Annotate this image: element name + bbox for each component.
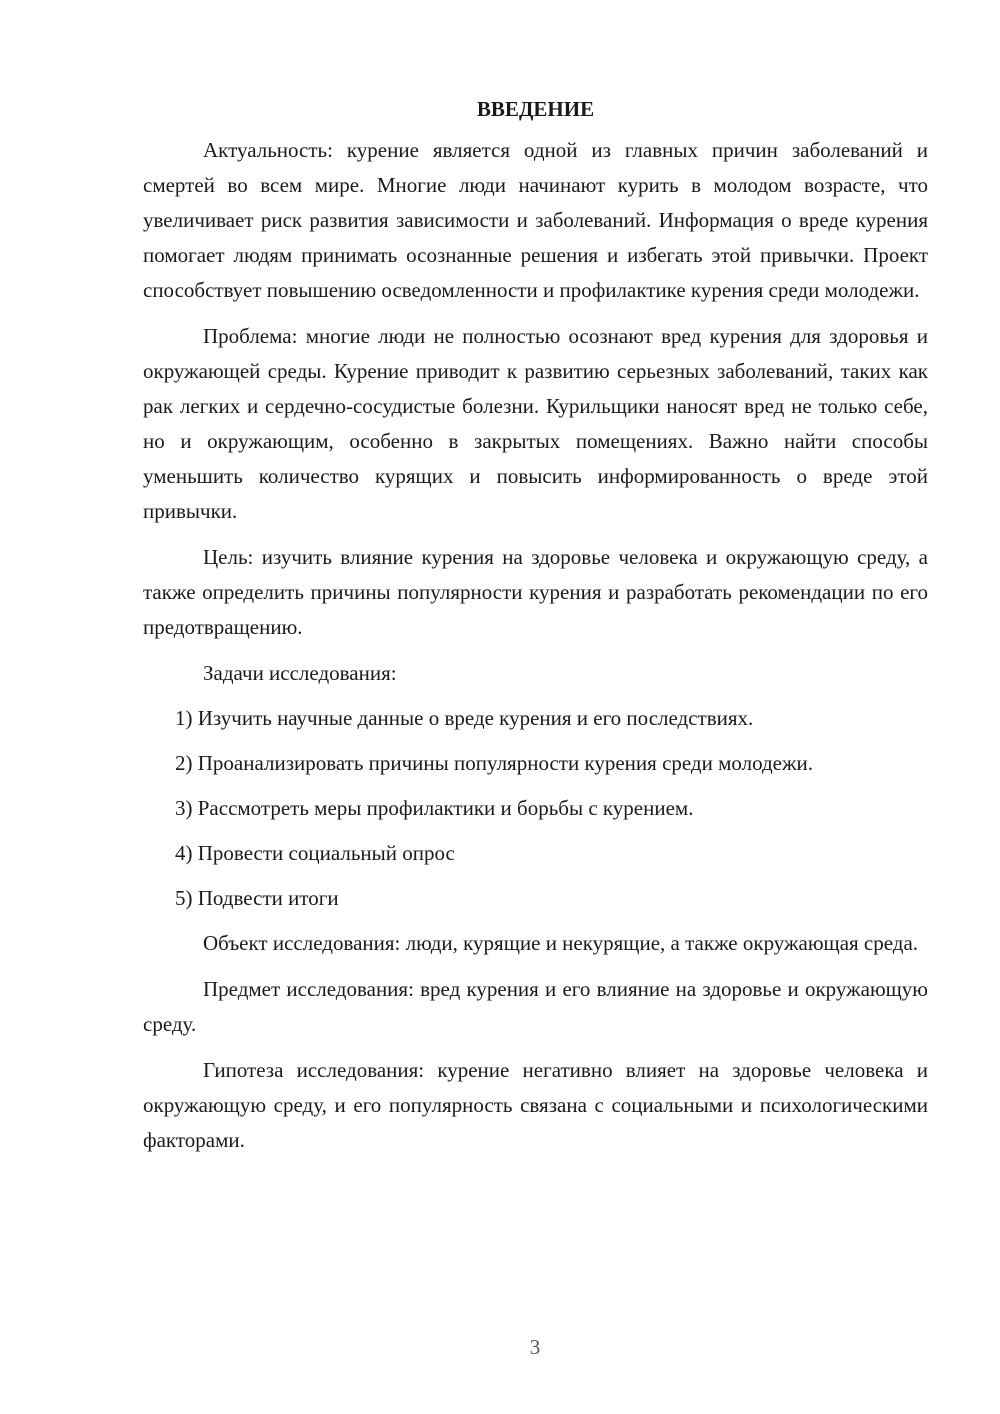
- page-number: 3: [529, 1335, 541, 1359]
- subject-paragraph: Предмет исследования: вред курения и его влияние на здоровье и окружающую среду.: [143, 977, 928, 1036]
- task-item: 5) Подвести итоги: [175, 886, 339, 910]
- hypothesis-paragraph: Гипотеза исследования: курение негативно влияет на здоровье человека и окружающую среду, и его популярность связана с социальными и психологическими факторами.: [143, 1058, 928, 1152]
- page-title: ВВЕДЕНИЕ: [476, 97, 595, 121]
- tasks-heading: Задачи исследования:: [203, 661, 397, 685]
- document-body: [143, 92, 928, 1169]
- task-item: 3) Рассмотреть меры профилактики и борьбы с курением.: [175, 796, 694, 820]
- problem-paragraph: Проблема: многие люди не полностью осознают вред курения для здоровья и окружающей среды. Курение приводит к развитию серьезных заболеваний, таких как рак легких и сердечно-сосудистые болезни. Курильщики наносят вред не только себе, но и окружающим, особенно в закрытых помещениях. Важно найти способы уменьшить количество курящих и повысить информированность о вреде этой привычки.: [143, 324, 928, 523]
- object-paragraph: Объект исследования: люди, курящие и некурящие, а также окружающая среда.: [203, 931, 919, 955]
- task-item: 2) Проанализировать причины популярности курения среди молодежи.: [175, 751, 813, 775]
- relevance-paragraph: Актуальность: курение является одной из главных причин заболеваний и смертей во всем мире. Многие люди начинают курить в молодом возрасте, что увеличивает риск развития зависимости и заболеваний. Информация о вреде курения помогает людям принимать осознанные решения и избегать этой привычки. Проект способствует повышению осведомленности и профилактике курения среди молодежи.: [143, 138, 928, 302]
- goal-paragraph: Цель: изучить влияние курения на здоровье человека и окружающую среду, а также определить причины популярности курения и разработать рекомендации по его предотвращению.: [143, 545, 928, 639]
- task-item: 1) Изучить научные данные о вреде курения и его последствиях.: [175, 706, 754, 730]
- task-item: 4) Провести социальный опрос: [175, 841, 455, 865]
